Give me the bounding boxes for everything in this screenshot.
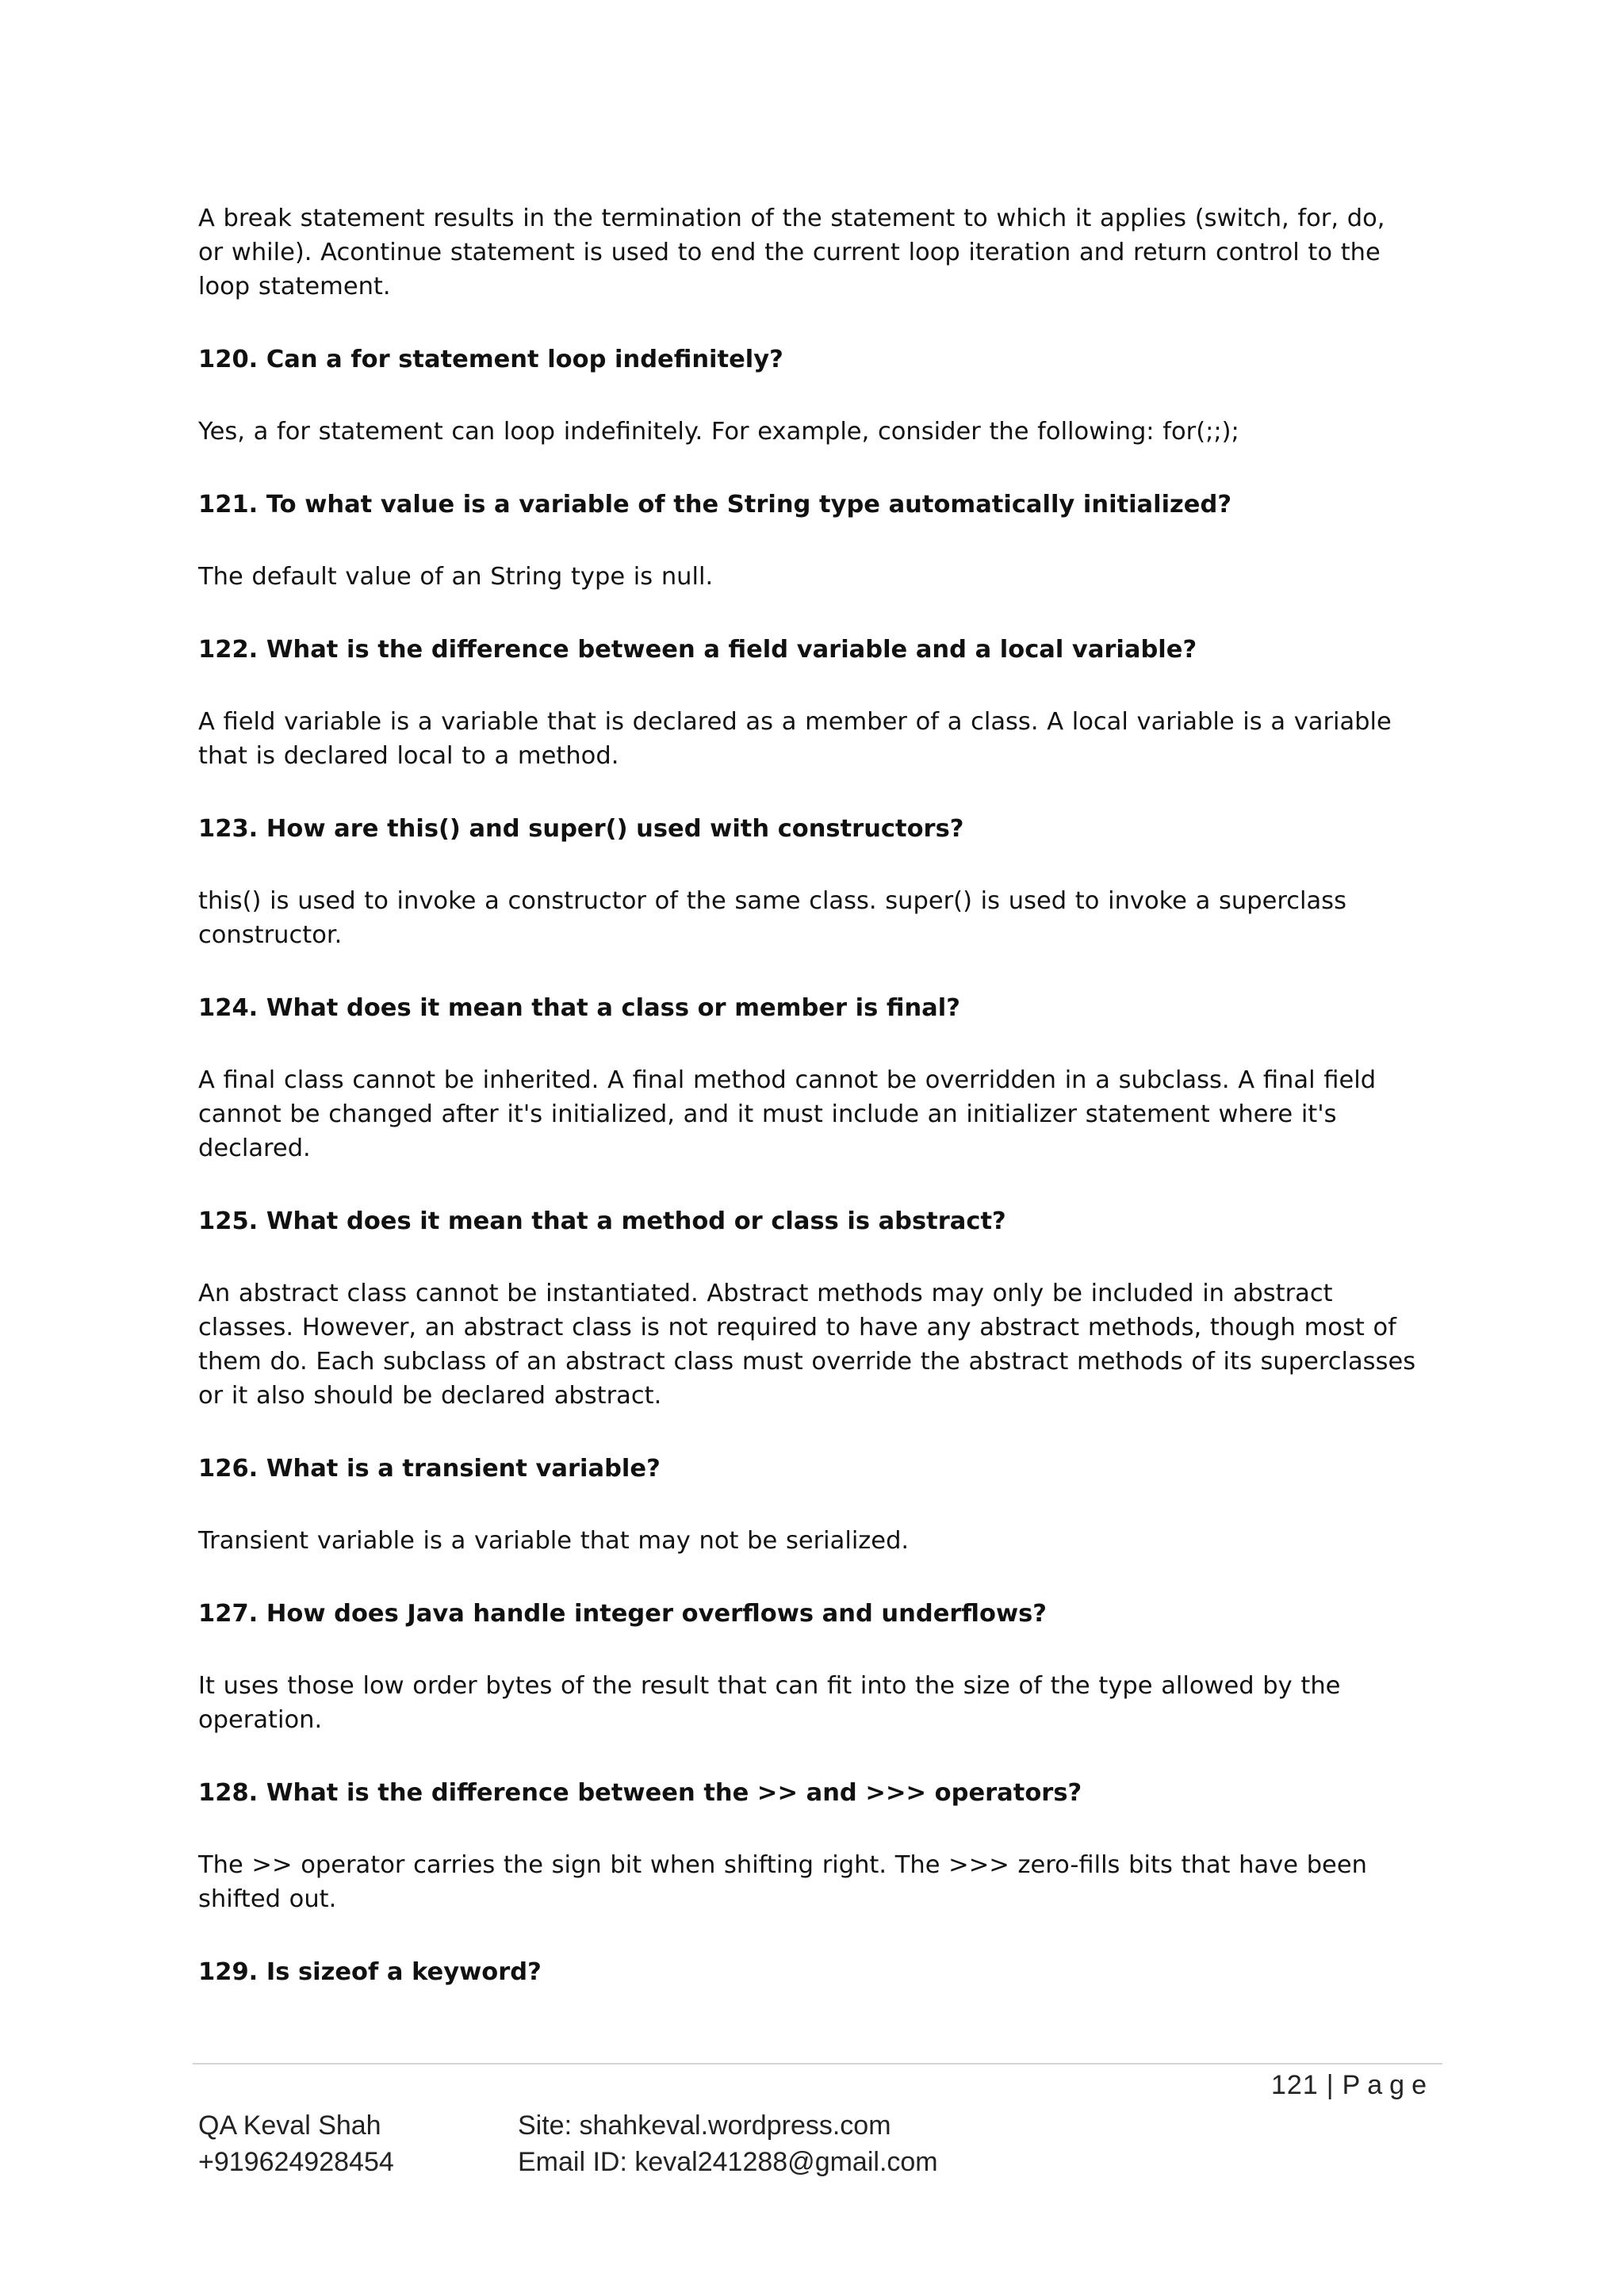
answer-line: Transient variable is a variable that may not be serialized. [198,1527,910,1555]
answer-127 [198,1669,1451,1737]
answer-120 [198,415,1451,449]
question-128: 128. What is the difference between the >> and >>> operators? [198,1779,1082,1807]
question-127: 127. How does Java handle integer overflows and underflows? [198,1600,1048,1628]
answer-line: Yes, a for statement can loop indefinitely. For example, consider the following: for(;;); [198,418,1239,446]
answer-123 [198,884,1451,952]
answer-line: It uses those low order bytes of the result that can fit into the size of the type allowed by the [198,1672,1341,1700]
question-122: 122. What is the difference between a field variable and a local variable? [198,636,1197,664]
question-126: 126. What is a transient variable? [198,1455,661,1483]
page-number-value: 121 [1271,2070,1319,2100]
answer-line: this() is used to invoke a constructor of the same class. super() is used to invoke a superclass [198,887,1346,915]
answer-line: operation. [198,1706,323,1734]
intro-paragraph [198,201,1451,304]
footer-phone: +919624928454 [198,2147,394,2177]
answer-124 [198,1063,1451,1165]
footer-author: QA Keval Shah [198,2110,381,2141]
question-123: 123. How are this() and super() used with constructors? [198,815,964,843]
answer-128 [198,1848,1451,1916]
question-125: 125. What does it mean that a method or class is abstract? [198,1207,1006,1235]
answer-line: The default value of an String type is null. [198,563,714,591]
question-129: 129. Is sizeof a keyword? [198,1958,542,1986]
footer-contact-right [518,2107,938,2180]
page-number-separator: | [1326,2070,1335,2100]
answer-line: A final class cannot be inherited. A final method cannot be overridden in a subclass. A final field [198,1066,1377,1094]
intro-line: A break statement results in the termination of the statement to which it applies (switch, for, do, [198,205,1385,232]
document-body [198,201,1451,1989]
footer-site: Site: shahkeval.wordpress.com [518,2110,891,2141]
answer-line: An abstract class cannot be instantiated. Abstract methods may only be included in abstract [198,1280,1333,1307]
answer-121 [198,560,1451,594]
answer-126 [198,1524,1451,1558]
answer-line: classes. However, an abstract class is not required to have any abstract methods, though most of [198,1314,1396,1341]
answer-line: cannot be changed after it's initialized, and it must include an initializer statement where it's [198,1100,1337,1128]
answer-line: or it also should be declared abstract. [198,1382,662,1410]
answer-line: shifted out. [198,1885,337,1913]
question-120: 120. Can a for statement loop indefinitely? [198,346,783,373]
answer-125 [198,1276,1451,1413]
question-121: 121. To what value is a variable of the String type automatically initialized? [198,491,1232,519]
answer-line: that is declared local to a method. [198,742,619,770]
intro-line: or while). Acontinue statement is used to end the current loop iteration and return control to the [198,239,1381,266]
answer-line: declared. [198,1135,311,1162]
page-number [1271,2069,1434,2101]
answer-line: them do. Each subclass of an abstract class must override the abstract methods of its superclasses [198,1348,1416,1376]
intro-line: loop statement. [198,273,391,300]
question-124: 124. What does it mean that a class or member is final? [198,994,960,1022]
answer-line: constructor. [198,921,343,949]
answer-122 [198,705,1451,773]
answer-line: A field variable is a variable that is declared as a member of a class. A local variable is a variable [198,708,1392,736]
footer-contact-left [198,2107,394,2180]
footer-divider [193,2063,1442,2064]
footer-email: Email ID: keval241288@gmail.com [518,2147,938,2177]
page-label: Page [1342,2070,1434,2100]
answer-line: The >> operator carries the sign bit when shifting right. The >>> zero-fills bits that have been [198,1851,1367,1879]
